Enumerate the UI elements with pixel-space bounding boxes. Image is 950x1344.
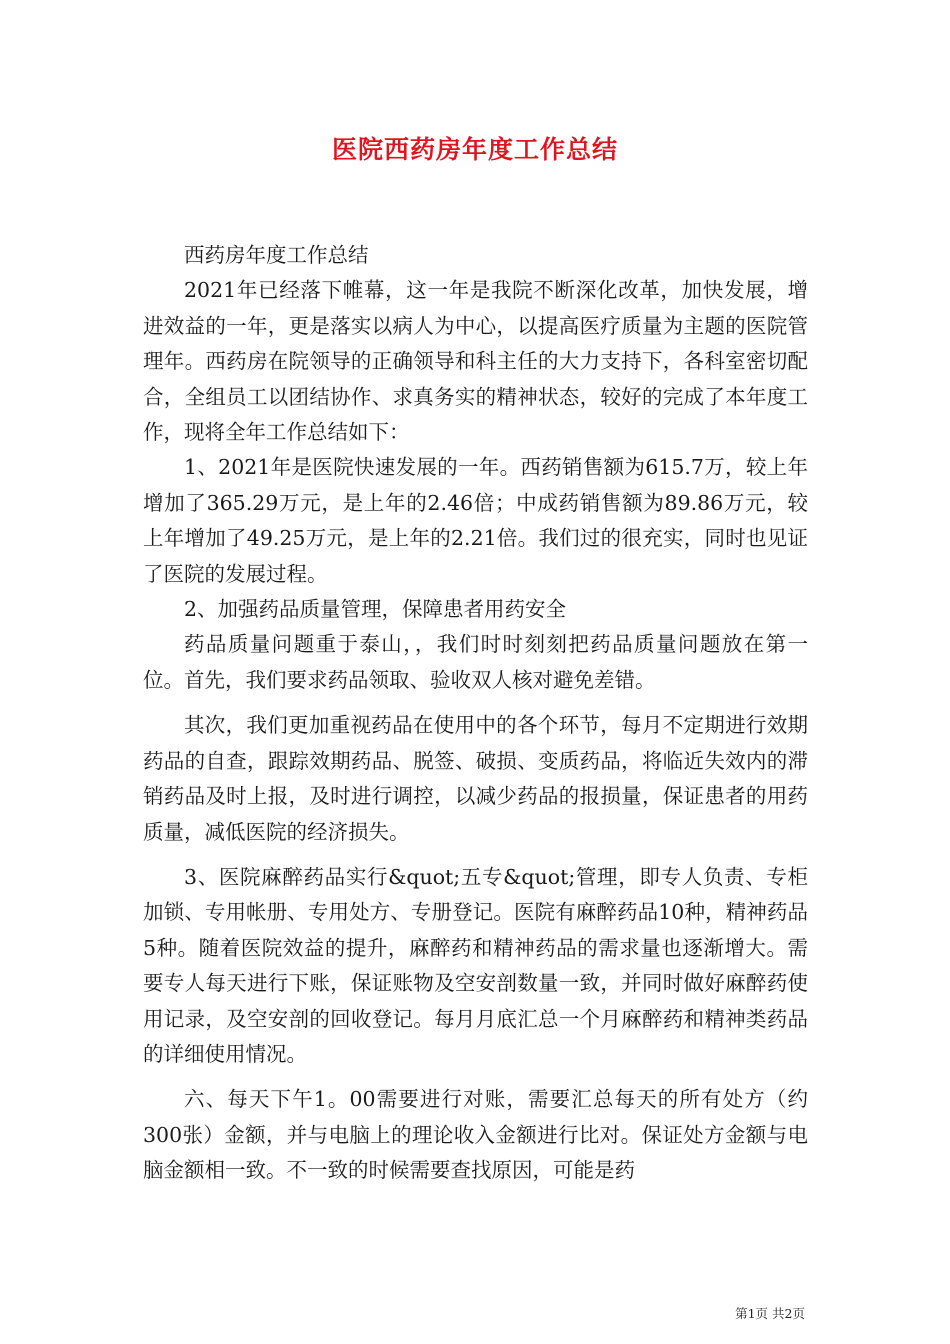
paragraph-quality-first: 药品质量问题重于泰山，，我们时时刻刻把药品质量问题放在第一位。首先，我们要求药品领取、验收双人核对避免差错。 xyxy=(143,632,808,692)
paragraph-quality-heading: 2、加强药品质量管理，保障患者用药安全 xyxy=(184,597,567,622)
paragraph-narcotics: 3、医院麻醉药品实行&quot;五专&quot;管理，即专人负责、专柜加锁、专用帐册、专用处方、专册登记。医院有麻醉药品10种，精神药品5种。随着医院效益的提升，麻醉药和精神药品的需求量也逐渐增大。需要专人每天进行下账，保证账物及空安剖数量一致，并同时做好麻醉药使用记录，及空安剖的回收登记。每月月底汇总一个月麻醉药和精神类药品的详细使用情况。 xyxy=(143,864,808,1066)
paragraph-sales: 1、2021年是医院快速发展的一年。西药销售额为615.7万，较上年增加了365.29万元，是上年的2.46倍；中成药销售额为89.86万元，较上年增加了49.25万元，是上年的2.21倍。我们过的很充实，同时也见证了医院的发展过程。 xyxy=(143,455,808,586)
paragraph-intro: 2021年已经落下帷幕，这一年是我院不断深化改革，加快发展，增进效益的一年，更是落实以病人为中心，以提高医疗质量为主题的医院管理年。西药房在院领导的正确领导和科主任的大力支持下，各科室密切配合，全组员工以团结协作、求真务实的精神状态，较好的完成了本年度工作，现将全年工作总结如下： xyxy=(143,278,808,445)
paragraph-quality-second: 其次，我们更加重视药品在使用中的各个环节，每月不定期进行效期药品的自查，跟踪效期药品、脱签、破损、变质药品，将临近失效内的滞销药品及时上报，及时进行调控，以减少药品的报损量，保证患者的用药质量，减低医院的经济损失。 xyxy=(143,713,808,844)
paragraph-subtitle: 西药房年度工作总结 xyxy=(184,243,369,267)
paragraph-reconciliation: 六、每天下午1。00需要进行对账，需要汇总每天的所有处方（约300张）金额，并与电脑上的理论收入金额进行比对。保证处方金额与电脑金额相一致。不一致的时候需要查找原因，可能是药 xyxy=(143,1087,808,1183)
document-body xyxy=(143,238,808,1189)
document-title: 医院西药房年度工作总结 xyxy=(331,135,618,164)
page-number: 第1页 共2页 xyxy=(735,1306,805,1321)
